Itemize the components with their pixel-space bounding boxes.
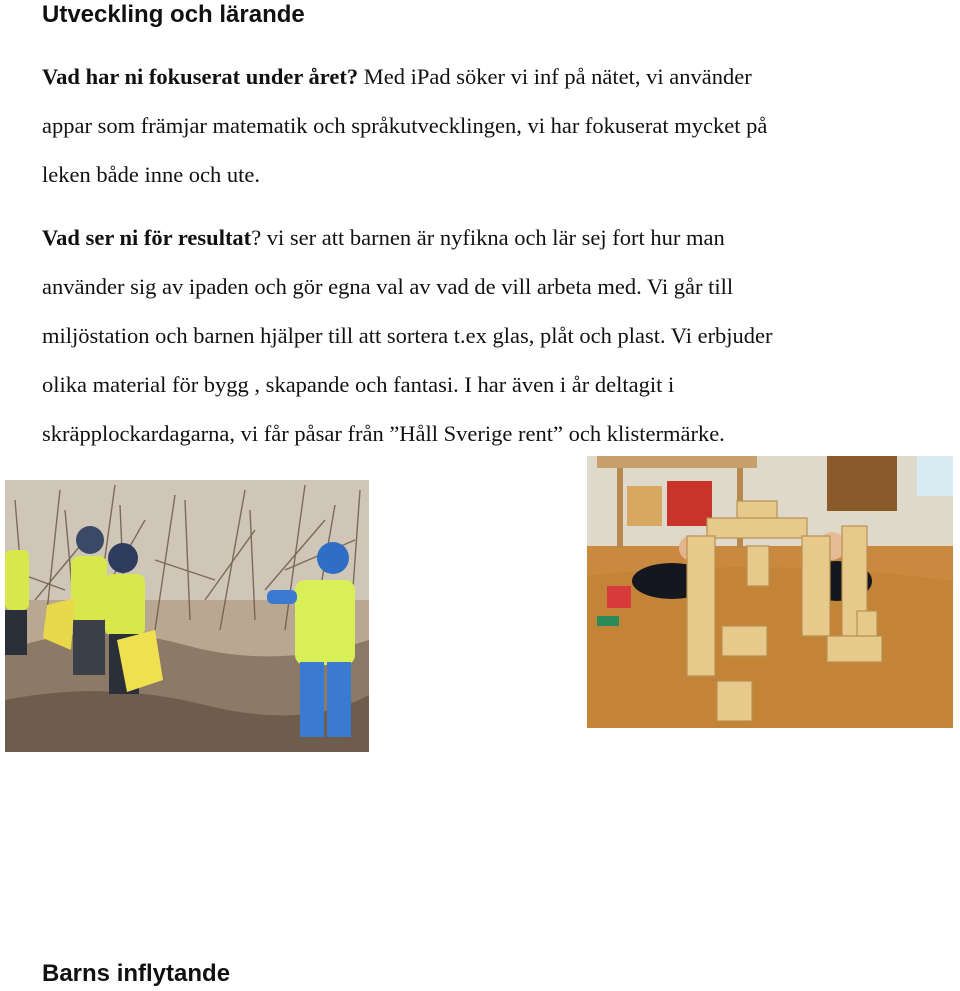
results-paragraph [42,213,957,458]
results-line-1 [42,213,957,262]
litter-picking-illustration [5,480,369,752]
results-line-2: använder sig av ipaden och gör egna val av vad de vill arbeta med. Vi går till [42,274,734,299]
results-line-5: skräpplockardagarna, vi får påsar från ”Håll Sverige rent” och klistermärke. [42,421,725,446]
results-question: Vad ser ni för resultat [42,225,252,250]
section-heading-development: Utveckling och lärande [42,1,305,28]
results-line-3: miljöstation och barnen hjälper till att sortera t.ex glas, plåt och plast. Vi erbjuder [42,323,773,348]
focus-question: Vad har ni fokuserat under året? [42,64,359,89]
photo-litter-picking [5,480,369,752]
focus-line-2: appar som främjar matematik och språkutvecklingen, vi har fokuserat mycket på [42,113,768,138]
focus-line-1 [42,52,957,101]
focus-paragraph [42,52,957,199]
results-line-4: olika material för bygg , skapande och fantasi. I har även i år deltagit i [42,372,675,397]
photo-block-building [587,456,953,728]
block-building-illustration [587,456,953,728]
focus-line-3: leken både inne och ute. [42,162,261,187]
section-heading-influence: Barns inflytande [42,960,231,987]
focus-answer-start: Med iPad söker vi inf på nätet, vi använder [358,64,752,89]
results-answer-start: ? vi ser att barnen är nyfikna och lär sej fort hur man [251,225,725,250]
